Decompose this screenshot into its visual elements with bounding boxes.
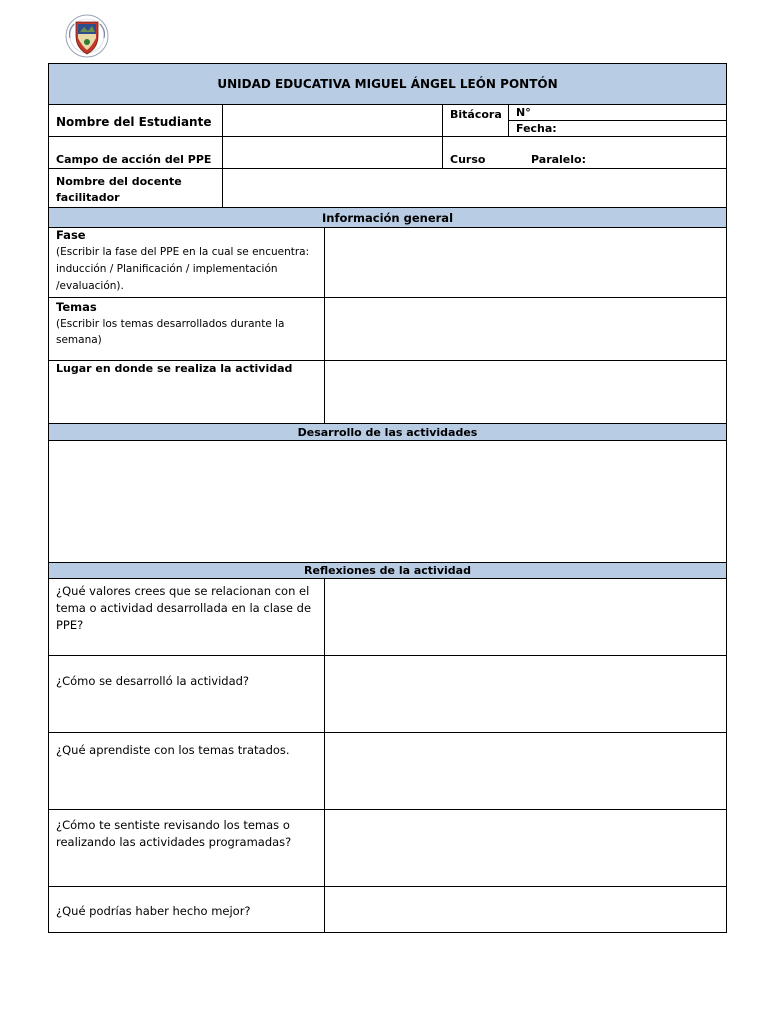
school-name: UNIDAD EDUCATIVA MIGUEL ÁNGEL LEÓN PONTÓN	[217, 77, 558, 91]
school-title-band	[48, 63, 727, 105]
reflections-band	[48, 562, 727, 579]
reflection-q4-answer-field[interactable]	[324, 809, 727, 887]
reflection-q4-line1: ¿Cómo te sentiste revisando los temas o	[56, 818, 290, 832]
action-field-label: Campo de acción del PPE	[56, 153, 212, 166]
teacher-label-line1: Nombre del docente	[56, 175, 182, 188]
development-title: Desarrollo de las actividades	[297, 425, 478, 439]
general-info-band	[48, 207, 727, 228]
development-answer-field[interactable]	[48, 440, 727, 563]
reflection-q3-answer-field[interactable]	[324, 732, 727, 810]
phase-label-cell	[48, 227, 325, 298]
logbook-date-field[interactable]	[508, 120, 727, 137]
topics-hint-2: semana)	[56, 334, 102, 346]
topics-title: Temas	[56, 300, 97, 314]
action-field-label-cell	[48, 136, 223, 169]
reflection-q1-label-cell	[48, 578, 325, 656]
phase-hint-3: /evaluación).	[56, 280, 124, 292]
reflection-q5: ¿Qué podrías haber hecho mejor?	[56, 904, 251, 918]
place-title: Lugar en donde se realiza la actividad	[56, 362, 293, 375]
reflection-q3: ¿Qué aprendiste con los temas tratados.	[56, 743, 290, 757]
topics-hint-1: (Escribir los temas desarrollados durante la	[56, 318, 285, 330]
teacher-field[interactable]	[222, 168, 727, 208]
student-name-label-cell	[48, 104, 223, 137]
place-label-cell	[48, 360, 325, 424]
reflection-q1-line2: tema o actividad desarrollada en la clase de	[56, 601, 312, 615]
teacher-label-line2: facilitador	[56, 191, 120, 204]
course-label: Curso	[450, 153, 486, 166]
phase-hint-1: (Escribir la fase del PPE en la cual se encuentra:	[56, 246, 310, 258]
reflections-title: Reflexiones de la actividad	[304, 564, 471, 577]
date-label: Fecha:	[516, 122, 557, 135]
reflection-q4-label-cell	[48, 809, 325, 887]
topics-label-cell	[48, 297, 325, 361]
phase-answer-field[interactable]	[324, 227, 727, 298]
parallel-label: Paralelo:	[531, 153, 586, 166]
teacher-label-cell	[48, 168, 223, 208]
action-field-input[interactable]	[222, 136, 443, 169]
reflection-q5-answer-field[interactable]	[324, 886, 727, 933]
reflection-q2-answer-field[interactable]	[324, 655, 727, 733]
course-parallel-cell[interactable]	[442, 136, 727, 169]
phase-title: Fase	[56, 228, 86, 242]
school-crest-icon	[62, 12, 112, 60]
reflection-q2: ¿Cómo se desarrolló la actividad?	[56, 674, 250, 688]
reflection-q1-answer-field[interactable]	[324, 578, 727, 656]
development-band	[48, 423, 727, 441]
reflection-q3-label-cell	[48, 732, 325, 810]
general-info-title: Información general	[321, 210, 454, 225]
reflection-q4-line2: realizando las actividades programadas?	[56, 835, 292, 849]
topics-answer-field[interactable]	[324, 297, 727, 361]
logbook-label: Bitácora	[450, 108, 502, 121]
school-logo	[62, 12, 112, 60]
reflection-q5-label-cell	[48, 886, 325, 933]
reflection-q1-line3: PPE?	[56, 618, 84, 632]
logbook-label-cell	[442, 104, 509, 137]
phase-hint-2: inducción / Planificación / implementación	[56, 263, 278, 275]
number-label: N°	[516, 106, 531, 119]
reflection-q1-line1: ¿Qué valores crees que se relacionan con el	[56, 584, 310, 598]
student-name-label: Nombre del Estudiante	[56, 115, 212, 129]
reflection-q2-label-cell	[48, 655, 325, 733]
logbook-number-field[interactable]	[508, 104, 727, 121]
place-answer-field[interactable]	[324, 360, 727, 424]
student-name-field[interactable]	[222, 104, 443, 137]
